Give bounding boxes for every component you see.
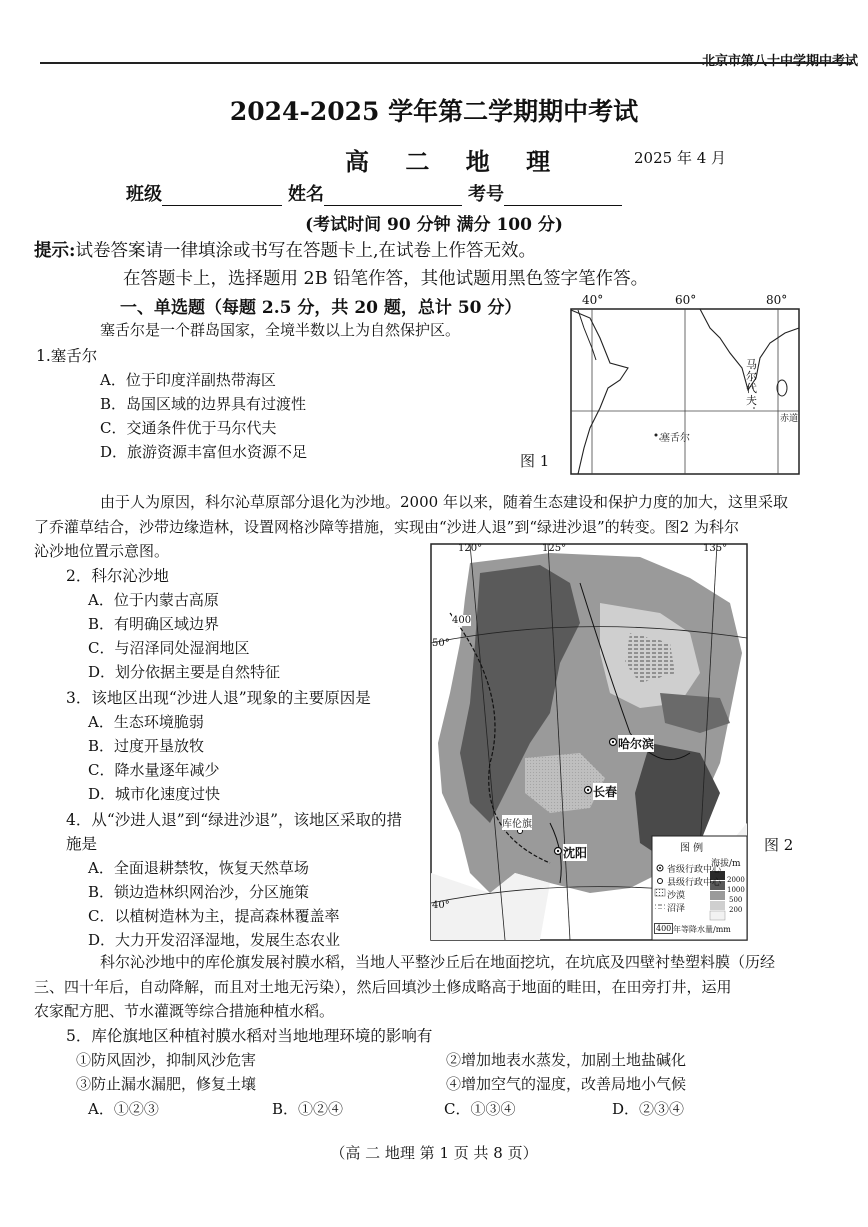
section-heading: 一、单选题（每题 2.5 分，共 20 题，总计 50 分） — [120, 298, 522, 318]
fig1-lon-40: 40° — [582, 293, 604, 307]
school-header: 北京市第八十中学期中考试 — [701, 54, 858, 69]
time-info: (考试时间 90 分钟 满分 100 分) — [305, 215, 563, 235]
q1-option-c[interactable]: C．交通条件优于马尔代夫 — [100, 419, 277, 437]
fig2-elev-title: 海拔/m — [711, 859, 741, 869]
fig2-lon-120: 120° — [458, 543, 483, 554]
q3-option-d[interactable]: D．城市化速度过快 — [88, 785, 221, 803]
fig2-legend-isohyet: 年等降水量/mm — [673, 925, 731, 934]
q3-option-c[interactable]: C．降水量逐年减少 — [88, 761, 220, 779]
exam-subject: 高 二 地 理 — [345, 147, 565, 176]
number-blank[interactable] — [504, 187, 622, 206]
q5-item-2: ②增加地表水蒸发，加剧土地盐碱化 — [446, 1051, 687, 1069]
q2-option-a[interactable]: A．位于内蒙古高原 — [88, 591, 219, 609]
fig2-elev-2000: 2000 — [727, 876, 745, 884]
fig2-changchun: 长春 — [593, 785, 618, 799]
q2-option-b[interactable]: B．有明确区域边界 — [88, 615, 220, 633]
fig2-kulun: 库伦旗 — [502, 815, 532, 830]
tips-label: 提示: — [34, 241, 76, 261]
q5-item-1: ①防风固沙，抑制风沙危害 — [76, 1051, 257, 1069]
fig1-lon-80: 80° — [766, 293, 788, 307]
fig2-lon-125: 125° — [542, 543, 567, 554]
passage-1: 塞舌尔是一个群岛国家，全境半数以上为自然保护区。 — [100, 321, 461, 339]
fig1-equator-label: 赤道 — [780, 414, 799, 424]
fig2-harbin: 哈尔滨 — [618, 737, 655, 751]
q4-option-b[interactable]: B．锁边造林织网治沙，分区施策 — [88, 883, 310, 901]
q2-stem: 2．科尔沁沙地 — [66, 567, 169, 585]
q4-option-a[interactable]: A．全面退耕禁牧，恢复天然草场 — [88, 859, 309, 877]
fig2-legend-iso-sample: 400 — [656, 924, 672, 933]
fig2-lat-40: 40° — [432, 900, 450, 911]
q5-option-a[interactable]: A．①②③ — [88, 1100, 159, 1118]
fig2-legend-swamp: 沼泽 — [667, 904, 686, 914]
q4-option-c[interactable]: C．以植树造林为主，提高森林覆盖率 — [88, 907, 340, 925]
q1-option-a[interactable]: A．位于印度洋副热带海区 — [100, 371, 276, 389]
fig2-legend-title: 图 例 — [680, 843, 704, 854]
passage-3-line2: 三、四十年后，自动降解，而且对土地无污染），然后回填沙土修成略高于地面的畦田，在田旁打井，运用 — [34, 978, 732, 996]
q3-option-a[interactable]: A．生态环境脆弱 — [88, 713, 204, 731]
tips — [34, 238, 536, 265]
fig1-maldives-label: 马尔代夫 — [746, 358, 757, 407]
q5-option-c[interactable]: C．①③④ — [444, 1100, 516, 1118]
fig1-lon-60: 60° — [675, 293, 697, 307]
q5-item-4: ④增加空气的湿度，改善局地小气候 — [446, 1075, 687, 1093]
header-rule — [40, 62, 853, 64]
number-label: 考号 — [468, 184, 504, 205]
passage-3-line1: 科尔沁沙地中的库伦旗发展衬膜水稻，当地人平整沙丘后在地面挖坑，在坑底及四壁衬垫塑料膜（历经 — [100, 953, 776, 971]
q1-option-d[interactable]: D．旅游资源丰富但水资源不足 — [100, 443, 308, 461]
fig2-elev-1000: 1000 — [727, 886, 745, 894]
q2-option-c[interactable]: C．与沼泽同处湿润地区 — [88, 639, 250, 657]
passage-2-line2: 了乔灌草结合，沙带边缘造林，设置网格沙障等措施，实现由“沙进人退”到“绿进沙退”的转变。图2 为科尔 — [34, 518, 739, 536]
q1-stem: 1.塞舌尔 — [36, 347, 98, 365]
class-blank[interactable] — [162, 187, 282, 206]
fig2-lon-135: 135° — [703, 543, 728, 554]
exam-title: 2024-2025 学年第二学期期中考试 — [229, 97, 639, 126]
figure-1-label: 图 1 — [520, 452, 550, 470]
fig2-shenyang: 沈阳 — [563, 846, 588, 860]
figure-2-map — [430, 543, 748, 941]
fig1-map-svg — [570, 308, 800, 475]
figure-1-map — [570, 293, 800, 478]
q5-option-b[interactable]: B．①②④ — [272, 1100, 344, 1118]
passage-3-line3: 农家配方肥、节水灌溉等综合措施种植水稻。 — [34, 1002, 335, 1020]
q5-option-d[interactable]: D．②③④ — [612, 1100, 685, 1118]
fig2-isohyet-400: 400 — [452, 615, 472, 626]
q3-option-b[interactable]: B．过度开垦放牧 — [88, 737, 205, 755]
exam-date: 2025 年 4 月 — [634, 149, 727, 167]
q2-option-d[interactable]: D．划分依据主要是自然特征 — [88, 663, 281, 681]
figure-2-label: 图 2 — [764, 836, 794, 854]
fig2-legend-county: 县级行政中心 — [667, 878, 722, 888]
fig2-legend-desert: 沙漠 — [667, 891, 686, 901]
q1-option-b[interactable]: B．岛国区域的边界具有过渡性 — [100, 395, 307, 413]
name-label: 姓名 — [288, 184, 324, 205]
q4-option-d[interactable]: D．大力开发沼泽湿地，发展生态农业 — [88, 931, 341, 949]
passage-2-line1: 由于人为原因，科尔沁草原部分退化为沙地。2000 年以来，随着生态建设和保护力度的加大，这里采取 — [100, 493, 788, 511]
fig2-legend-province: 省级行政中心 — [667, 865, 722, 875]
passage-2-line3: 沁沙地位置示意图。 — [34, 542, 170, 560]
q4-stem-line1: 4．从“沙进人退”到“绿进沙退”，该地区采取的措 — [66, 811, 403, 829]
q5-item-3: ③防止漏水漏肥，修复土壤 — [76, 1075, 257, 1093]
fig2-elev-500: 500 — [729, 896, 743, 904]
fig2-lat-50: 50° — [432, 638, 450, 649]
fig1-seychelles-label: 塞舌尔 — [660, 433, 690, 444]
q3-stem: 3．该地区出现“沙进人退”现象的主要原因是 — [66, 689, 371, 707]
q4-stem-line2: 施是 — [66, 835, 98, 853]
student-info-fields — [126, 180, 628, 206]
page-footer: （高 二 地理 第 1 页 共 8 页） — [330, 1144, 538, 1162]
tips-line1: 试卷答案请一律填涂或书写在答题卡上,在试卷上作答无效。 — [75, 241, 537, 261]
tips-line2: 在答题卡上，选择题用 2B 铅笔作答，其他试题用黑色签字笔作答。 — [123, 269, 649, 289]
q5-stem: 5．库伦旗地区种植衬膜水稻对当地地理环境的影响有 — [66, 1027, 433, 1045]
class-label: 班级 — [126, 184, 162, 205]
fig2-elev-200: 200 — [729, 906, 743, 914]
name-blank[interactable] — [324, 187, 462, 206]
